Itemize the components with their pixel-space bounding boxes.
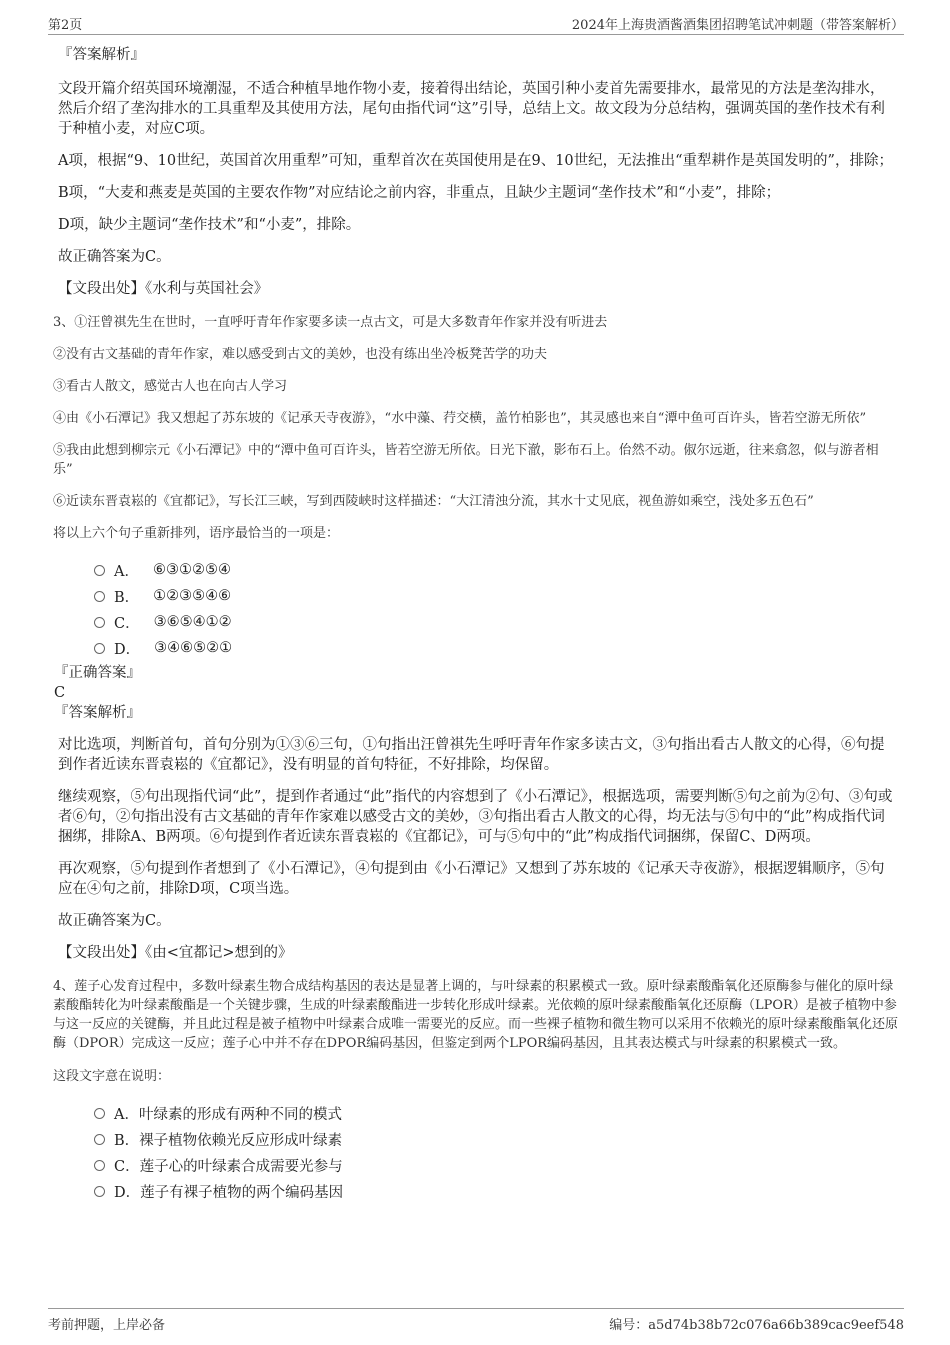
page-header bbox=[48, 12, 904, 35]
option-label: A． bbox=[114, 563, 139, 580]
q3-option-d[interactable] bbox=[94, 635, 898, 661]
q2-source: 【文段出处】《水利与英国社会》 bbox=[58, 281, 269, 297]
q4-option-a[interactable] bbox=[94, 1100, 898, 1126]
q2-analysis-paragraph: 文段开篇介绍英国环境潮湿，不适合种植旱地作物小麦，接着得出结论，英国引种小麦首先需要排水，最常见的方法是垄沟排水，然后介绍了垄沟排水的工具重犁及其使用方法，尾句由指代词“这”引导，总结上文。故文段为分总结构，强调英国的垄作技术有利于种植小麦，对应C项。 bbox=[58, 81, 885, 137]
q4-options bbox=[94, 1100, 898, 1204]
q2-analysis-paragraph: A项，根据“9、10世纪，英国首次用重犁”可知，重犁首次在英国使用是在9、10世纪，无法推出“重犁耕作是英国发明的”，排除； bbox=[58, 153, 893, 169]
footer-code bbox=[609, 1314, 904, 1333]
option-text: 叶绿素的形成有两种不同的模式 bbox=[138, 1106, 342, 1123]
option-text: ⑥③①②⑤④ bbox=[152, 562, 231, 578]
q2-analysis-label: 『答案解析』 bbox=[58, 47, 145, 63]
q3-option-c[interactable] bbox=[94, 609, 898, 635]
q2-analysis-paragraph: B项，“大麦和燕麦是英国的主要农作物”对应结论之前内容，非重点，且缺少主题词“垄作技术”和“小麦”，排除； bbox=[58, 185, 781, 201]
q3-option-b[interactable] bbox=[94, 583, 898, 609]
radio-icon[interactable] bbox=[94, 1160, 105, 1171]
q3-analysis-paragraph: 继续观察，⑤句出现指代词“此”，提到作者通过“此”指代的内容想到了《小石潭记》，根据选项，需要判断⑤句之前为②句、③句或者⑥句，②句指出没有古文基础的青年作家难以感受古文的美妙，③句指出看古人散文的心得，均无法与⑤句中的“此”构成指代词捆绑，排除A、B两项。⑥句提到作者近读东晋袁崧的《宜都记》，可与⑤句中的“此”构成指代词捆绑，保留C、D两项。 bbox=[58, 789, 893, 845]
option-text: ③⑥⑤④①② bbox=[153, 614, 232, 630]
q3-correct-answer: C bbox=[54, 685, 66, 701]
q3-sentence: ②没有古文基础的青年作家，难以感受到古文的美妙，也没有练出坐冷板凳苦学的功夫 bbox=[53, 347, 548, 362]
option-label: B． bbox=[114, 589, 140, 606]
radio-icon[interactable] bbox=[94, 591, 105, 602]
option-label: D． bbox=[114, 1184, 141, 1201]
option-text: ①②③⑤④⑥ bbox=[153, 588, 232, 604]
option-text: 裸子植物依赖光反应形成叶绿素 bbox=[139, 1132, 343, 1149]
document-title: 2024年上海贵酒酱酒集团招聘笔试冲刺题（带答案解析） bbox=[571, 18, 904, 33]
page-footer bbox=[48, 1308, 904, 1331]
q3-prompt: 将以上六个句子重新排列，语序最恰当的一项是： bbox=[53, 526, 340, 541]
q3-sentence: ⑥近读东晋袁崧的《宜都记》，写长江三峡，写到西陵峡时这样描述：“大江清浊分流，其水十丈见底，视鱼游如乘空，浅处多五色石” bbox=[53, 494, 814, 509]
radio-icon[interactable] bbox=[94, 1134, 105, 1145]
footer-slogan: 考前押题，上岸必备 bbox=[48, 1318, 166, 1333]
option-text: ③④⑥⑤②① bbox=[154, 640, 233, 656]
q3-analysis-paragraph: 再次观察，⑤句提到作者想到了《小石潭记》，④句提到由《小石潭记》又想到了苏东坡的《记承天寺夜游》，根据逻辑顺序，⑤句应在④句之前，排除D项，C项当选。 bbox=[58, 861, 885, 897]
page-number: 第2页 bbox=[48, 18, 83, 33]
footer-code-label: 编号： bbox=[609, 1318, 649, 1333]
q4-option-b[interactable] bbox=[94, 1126, 898, 1152]
q3-answer-line: 故正确答案为C。 bbox=[58, 913, 171, 929]
radio-icon[interactable] bbox=[94, 617, 105, 628]
q4-prompt: 这段文字意在说明： bbox=[53, 1069, 171, 1084]
document-body bbox=[53, 43, 899, 1204]
q3-option-a[interactable] bbox=[94, 557, 898, 583]
q3-options bbox=[94, 557, 898, 661]
q3-analysis-paragraph: 对比选项，判断首句，首句分别为①③⑥三句，①句指出汪曾祺先生呼吁青年作家多读古文，③句指出看古人散文的心得，⑥句提到作者近读东晋袁崧的《宜都记》，没有明显的首句特征，不好排除，均保留。 bbox=[58, 737, 885, 773]
footer-code-value: a5d74b38b72c076a66b389cac9eef548 bbox=[648, 1318, 904, 1333]
q4-option-d[interactable] bbox=[94, 1178, 898, 1204]
option-label: D． bbox=[114, 641, 141, 658]
q2-analysis-paragraph: D项，缺少主题词“垄作技术”和“小麦”，排除。 bbox=[58, 217, 361, 233]
q3-analysis-label: 『答案解析』 bbox=[54, 705, 141, 721]
q3-correct-answer-label: 『正确答案』 bbox=[54, 665, 141, 681]
option-label: C． bbox=[114, 615, 140, 632]
option-text: 莲子有裸子植物的两个编码基因 bbox=[140, 1184, 344, 1201]
q3-source: 【文段出处】《由<宜都记>想到的》 bbox=[58, 945, 293, 961]
q2-answer-line: 故正确答案为C。 bbox=[58, 249, 171, 265]
option-label: B． bbox=[114, 1132, 140, 1149]
option-label: A． bbox=[114, 1106, 139, 1123]
option-text: 莲子心的叶绿素合成需要光参与 bbox=[139, 1158, 343, 1175]
q4-option-c[interactable] bbox=[94, 1152, 898, 1178]
q3-sentence: ⑤我由此想到柳宗元《小石潭记》中的“潭中鱼可百许头，皆若空游无所依。日光下澈，影布石上。佁然不动。俶尔远逝，往来翕忽，似与游者相乐” bbox=[53, 443, 879, 477]
q4-stem: 4、莲子心发育过程中，多数叶绿素生物合成结构基因的表达是显著上调的，与叶绿素的积累模式一致。原叶绿素酸酯氧化还原酶参与催化的原叶绿素酸酯转化为叶绿素酸酯是一个关键步骤，生成的叶绿素酸酯进一步转化形成叶绿素。光依赖的原叶绿素酸酯氧化还原酶（LPOR）是被子植物中参与这一反应的关键酶，并且此过程是被子植物中叶绿素合成唯一需要光的反应。而一些裸子植物和微生物可以采用不依赖光的原叶绿素酸酯氧化还原酶（DPOR）完成这一反应；莲子心中并不存在DPOR编码基因，但鉴定到两个LPOR编码基因，且其表达模式与叶绿素的积累模式一致。 bbox=[53, 979, 899, 1051]
option-label: C． bbox=[114, 1158, 140, 1175]
radio-icon[interactable] bbox=[94, 565, 105, 576]
radio-icon[interactable] bbox=[94, 1108, 105, 1119]
q3-stem: 3、①汪曾祺先生在世时，一直呼吁青年作家要多读一点古文，可是大多数青年作家并没有听进去 bbox=[53, 315, 608, 330]
radio-icon[interactable] bbox=[94, 1186, 105, 1197]
radio-icon[interactable] bbox=[94, 643, 105, 654]
q3-sentence: ④由《小石潭记》我又想起了苏东坡的《记承天寺夜游》，“水中藻、荇交横，盖竹柏影也”，其灵感也来自“潭中鱼可百许头，皆若空游无所依” bbox=[53, 411, 867, 426]
q3-sentence: ③看古人散文，感觉古人也在向古人学习 bbox=[53, 379, 288, 394]
